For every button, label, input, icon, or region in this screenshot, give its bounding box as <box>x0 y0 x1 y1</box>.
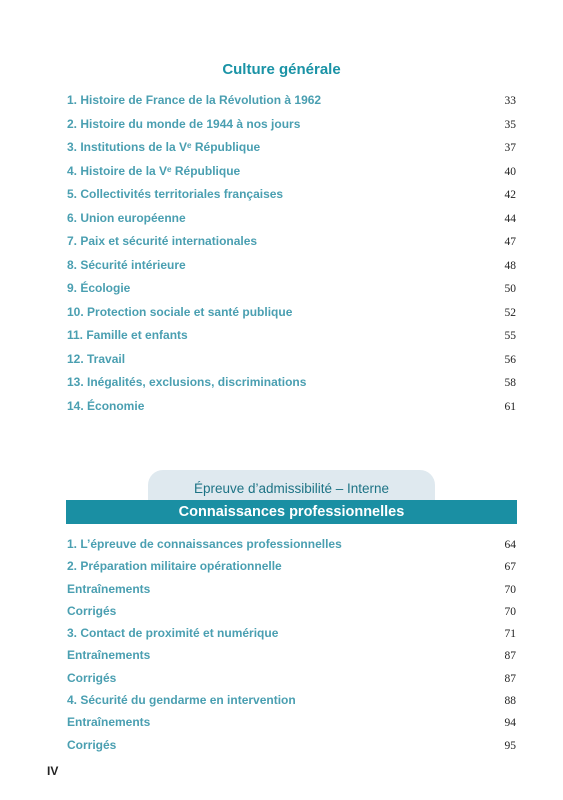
toc-entry[interactable] <box>67 734 516 756</box>
toc-entry-page: 94 <box>504 717 516 730</box>
toc-entry-page: 95 <box>504 739 516 752</box>
toc-entry[interactable] <box>67 689 516 711</box>
toc-entry-page: 67 <box>504 561 516 574</box>
toc-entry[interactable] <box>67 207 516 231</box>
toc-entry[interactable] <box>67 113 516 137</box>
toc-entry-label: Entraînements <box>67 648 151 663</box>
toc-entry-label: 6. Union européenne <box>67 210 186 225</box>
toc-entry-page: 37 <box>504 142 516 154</box>
toc-entry-page: 70 <box>504 605 516 618</box>
toc-entry[interactable] <box>67 644 516 666</box>
toc-entry-label: 4. Histoire de la Vᵉ République <box>67 163 241 178</box>
toc-entry-page: 42 <box>504 189 516 201</box>
toc-entry-label: 1. Histoire de France de la Révolution à 1962 <box>67 93 322 107</box>
toc-entry-page: 44 <box>504 212 516 225</box>
toc-entry[interactable] <box>67 136 516 160</box>
toc-entry[interactable] <box>67 622 516 644</box>
toc-entry-label: Entraînements <box>67 581 151 596</box>
toc-entry-label: 9. Écologie <box>67 281 131 295</box>
toc-entry-label: Corrigés <box>67 670 117 685</box>
page-folio: IV <box>47 764 59 778</box>
toc-entry[interactable] <box>67 277 516 301</box>
toc-entry-page: 87 <box>504 672 516 685</box>
toc-entry-label: 13. Inégalités, exclusions, discriminations <box>67 375 307 389</box>
toc-entry[interactable] <box>67 324 516 348</box>
toc-entry[interactable] <box>67 230 516 254</box>
toc-entry-page: 40 <box>504 165 516 178</box>
toc-entry-label: 1. L’épreuve de connaissances professionnelles <box>67 537 342 551</box>
toc-entry-page: 61 <box>504 400 516 413</box>
section-banner-connaissances: Connaissances professionnelles <box>66 500 517 524</box>
toc-entry[interactable] <box>67 555 516 577</box>
toc-entry-page: 52 <box>504 306 516 319</box>
toc-entry-page: 71 <box>504 628 516 641</box>
toc-entry[interactable] <box>67 254 516 278</box>
toc-entry-page: 50 <box>504 283 516 295</box>
toc-entry[interactable] <box>67 89 516 113</box>
toc-culture-generale <box>67 89 516 418</box>
toc-entry-label: Corrigés <box>67 603 117 618</box>
section-title-culture-generale: Culture générale <box>222 61 341 78</box>
toc-entry-page: 33 <box>504 95 516 107</box>
toc-entry-label: Entraînements <box>67 715 151 730</box>
toc-entry-label: 3. Contact de proximité et numérique <box>67 626 279 641</box>
toc-entry-label: Corrigés <box>67 737 117 752</box>
toc-entry-label: 4. Sécurité du gendarme en intervention <box>67 693 296 708</box>
toc-entry[interactable] <box>67 301 516 325</box>
toc-entry-page: 87 <box>504 650 516 663</box>
toc-entry-page: 56 <box>504 353 516 366</box>
exam-type-tab: Épreuve d’admissibilité – Interne <box>148 470 435 500</box>
toc-entry-page: 48 <box>504 259 516 272</box>
toc-entry[interactable] <box>67 600 516 622</box>
toc-entry[interactable] <box>67 533 516 555</box>
toc-entry-page: 35 <box>504 118 516 131</box>
toc-entry-label: 7. Paix et sécurité internationales <box>67 234 258 248</box>
toc-entry-label: 11. Famille et enfants <box>67 328 188 342</box>
toc-entry[interactable] <box>67 711 516 733</box>
toc-entry-label: 5. Collectivités territoriales françaises <box>67 187 284 201</box>
toc-entry-page: 88 <box>504 695 516 708</box>
toc-entry-page: 70 <box>504 583 516 596</box>
toc-entry-label: 2. Préparation militaire opérationnelle <box>67 559 282 574</box>
toc-entry-page: 47 <box>504 236 516 248</box>
toc-entry-page: 55 <box>504 330 516 342</box>
toc-entry-label: 8. Sécurité intérieure <box>67 257 186 272</box>
toc-entry-label: 14. Économie <box>67 398 145 413</box>
toc-entry[interactable] <box>67 395 516 419</box>
toc-entry-page: 58 <box>504 377 516 389</box>
toc-entry-label: 12. Travail <box>67 351 126 366</box>
toc-connaissances-professionnelles <box>67 533 516 756</box>
toc-entry[interactable] <box>67 667 516 689</box>
toc-entry-label: 10. Protection sociale et santé publique <box>67 304 293 319</box>
toc-entry-page: 64 <box>504 539 516 551</box>
toc-entry[interactable] <box>67 183 516 207</box>
toc-entry[interactable] <box>67 578 516 600</box>
toc-entry-label: 2. Histoire du monde de 1944 à nos jours <box>67 116 301 131</box>
toc-entry-label: 3. Institutions de la Vᵉ République <box>67 140 261 154</box>
toc-entry[interactable] <box>67 371 516 395</box>
toc-entry[interactable] <box>67 348 516 372</box>
toc-entry[interactable] <box>67 160 516 184</box>
